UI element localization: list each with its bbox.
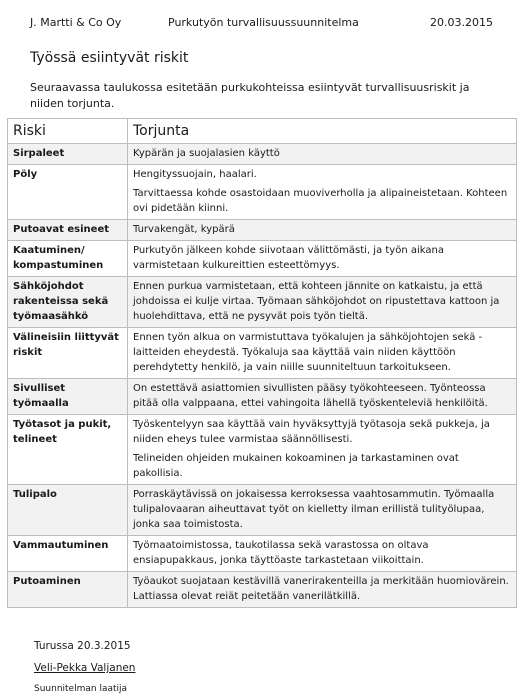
table-row xyxy=(8,415,517,485)
risk-name-cell: Putoaminen xyxy=(8,572,128,608)
risk-name-cell: Työtasot ja pukit, telineet xyxy=(8,415,128,485)
table-row xyxy=(8,485,517,536)
control-cell xyxy=(128,485,517,536)
control-paragraph: Kypärän ja suojalasien käyttö xyxy=(133,148,280,159)
signer-name: Veli-Pekka Valjanen xyxy=(34,662,136,674)
table-row xyxy=(8,536,517,572)
document-title: Purkutyön turvallisuussuunnitelma xyxy=(168,16,359,29)
control-cell xyxy=(128,536,517,572)
control-cell xyxy=(128,277,517,328)
document-date: 20.03.2015 xyxy=(430,16,493,29)
control-cell xyxy=(128,415,517,485)
table-row xyxy=(8,144,517,165)
company-name: J. Martti & Co Oy xyxy=(30,16,122,29)
table-row xyxy=(8,379,517,415)
intro-paragraph: Seuraavassa taulukossa esitetään purkukohteissa esiintyvät turvallisuusriskit ja niiden torjunta. xyxy=(30,81,470,110)
risk-name-cell: Vammautuminen xyxy=(8,536,128,572)
control-cell xyxy=(128,572,517,608)
control-paragraph: Ennen työn alkua on varmistuttava työkalujen ja sähköjohtojen sekä -laitteiden eheydestä. Työkaluja saa käyttää vain niiden käyttöön perehdytetty henkilö, ja vain niille suunniteltuun tarkoitukseen. xyxy=(133,332,483,373)
control-cell xyxy=(128,220,517,241)
control-paragraph: Työaukot suojataan kestävillä vanerirakenteilla ja merkitään huomiovärein. Lattiassa olevat reiät peitetään vanerilätkillä. xyxy=(133,576,509,602)
control-paragraph: Telineiden ohjeiden mukainen kokoaminen ja tarkastaminen ovat pakollisia. xyxy=(133,453,459,479)
control-paragraph: Työskentelyyn saa käyttää vain hyväksyttyjä työtasoja sekä pukkeja, ja niiden eheys tulee varmistaa säännöllisesti. xyxy=(133,419,490,445)
risk-table xyxy=(7,118,517,608)
table-row xyxy=(8,241,517,277)
control-paragraph: Turvakengät, kypärä xyxy=(133,224,235,235)
control-cell xyxy=(128,144,517,165)
signature-place-date: Turussa 20.3.2015 xyxy=(34,640,131,652)
table-row xyxy=(8,572,517,608)
risk-table-body xyxy=(8,144,517,608)
table-row xyxy=(8,165,517,220)
risk-name-cell: Kaatuminen/ kompastuminen xyxy=(8,241,128,277)
control-paragraph: Ennen purkua varmistetaan, että kohteen jännite on katkaistu, ja että johdoissa ei kulje virtaa. Työmaan sähköjohdot on ripustettava kattoon ja huolehdittava, että ne pysyvät pois työn tieltä. xyxy=(133,281,500,322)
table-row xyxy=(8,220,517,241)
risk-name-cell: Putoavat esineet xyxy=(8,220,128,241)
table-header-row xyxy=(8,119,517,144)
control-paragraph: Porraskäytävissä on jokaisessa kerroksessa vaahtosammutin. Työmaalla tulipalovaaran aiheuttavat työt on kielletty ilman erillistä tulityölupaa, jonka saa toimistosta. xyxy=(133,489,495,530)
risk-name-cell: Pöly xyxy=(8,165,128,220)
page-header xyxy=(30,16,493,32)
signer-role: Suunnitelman laatija xyxy=(34,684,128,694)
control-cell xyxy=(128,328,517,379)
risk-name-cell: Sirpaleet xyxy=(8,144,128,165)
control-paragraph: Tarvittaessa kohde osastoidaan muoviverholla ja alipaineistetaan. Kohteen ovi pidetään kiinni. xyxy=(133,188,508,214)
control-cell xyxy=(128,241,517,277)
risk-name-cell: Tulipalo xyxy=(8,485,128,536)
table-row xyxy=(8,328,517,379)
control-paragraph: Hengityssuojain, haalari. xyxy=(133,169,257,180)
table-row xyxy=(8,277,517,328)
risk-name-cell: Sähköjohdot rakenteissa sekä työmaasähkö xyxy=(8,277,128,328)
control-paragraph: On estettävä asiattomien sivullisten pääsy työkohteeseen. Työnteossa pitää olla valppaana, ettei vahingoita lähellä työskenteleviä henkilöitä. xyxy=(133,383,488,409)
risk-name-cell: Sivulliset työmaalla xyxy=(8,379,128,415)
control-paragraph: Purkutyön jälkeen kohde siivotaan välittömästi, ja työn aikana varmistetaan kulkureittien esteettömyys. xyxy=(133,245,444,271)
control-cell xyxy=(128,165,517,220)
column-header-control: Torjunta xyxy=(128,119,517,144)
risk-name-cell: Välineisiin liittyvät riskit xyxy=(8,328,128,379)
column-header-risk: Riski xyxy=(8,119,128,144)
control-paragraph: Työmaatoimistossa, taukotilassa sekä varastossa on oltava ensiapupakkaus, jonka täyttöaste tarkastetaan viikoittain. xyxy=(133,540,429,566)
section-title: Työssä esiintyvät riskit xyxy=(30,50,189,66)
control-cell xyxy=(128,379,517,415)
